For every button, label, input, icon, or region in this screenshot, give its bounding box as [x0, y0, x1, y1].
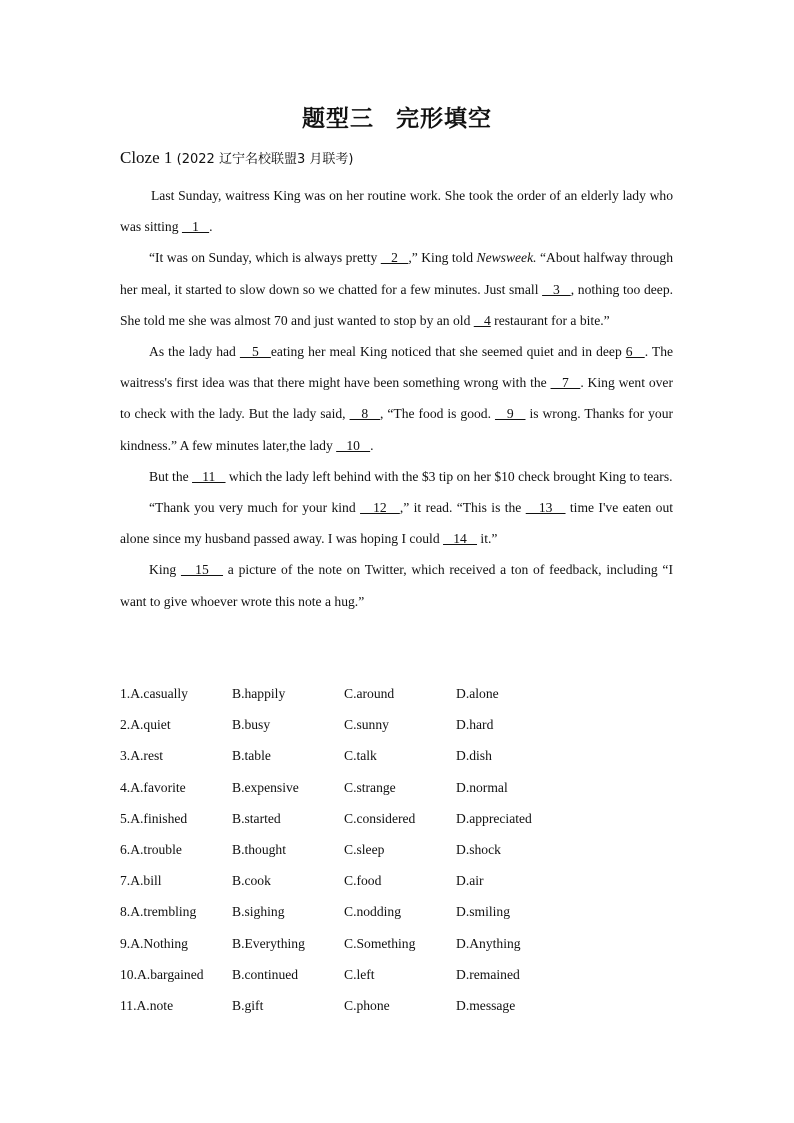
blank-1: 1	[181, 219, 210, 235]
page-title	[0, 100, 794, 133]
blank-10: 10	[336, 437, 371, 453]
option-11-c: C.phone	[344, 997, 390, 1013]
option-8-a: 8.A.trembling	[120, 904, 197, 920]
option-5-b: B.started	[232, 810, 281, 826]
blank-2: 2	[380, 250, 409, 266]
option-1-b: B.happily	[232, 686, 286, 701]
option-6-a: 6.A.trouble	[120, 841, 182, 857]
option-6-b: B.thought	[232, 841, 287, 857]
option-8-d: D.smiling	[456, 904, 511, 920]
option-7-d: D.air	[456, 873, 484, 889]
option-9-d: D.Anything	[456, 935, 521, 951]
title-part-2: 完形填空	[396, 106, 492, 132]
cloze-source: (2022 辽宁名校联盟3 月联考)	[176, 152, 354, 167]
blank-12: 12	[360, 500, 400, 516]
option-2-c: C.sunny	[344, 717, 389, 733]
blank-7: 7	[550, 375, 581, 391]
answer-options	[120, 683, 680, 1026]
option-11-d: D.message	[456, 997, 516, 1013]
paragraph-2: “It was on Sunday, which is always pretty 2 ,” King told Newsweek. “About halfway through her meal, it started to slow down so we chatted for a few minutes. Just small 3 , nothing too deep. She told me she was almost 70 and just wanted to stop by an old 4 restaurant for a bite.”	[120, 250, 674, 328]
cloze-passage	[120, 180, 673, 617]
blank-3: 3	[542, 281, 571, 297]
option-1-d: D.alone	[456, 686, 499, 701]
option-9-a: 9.A.Nothing	[120, 935, 188, 951]
cloze-label: Cloze 1	[120, 148, 173, 167]
option-row-7	[120, 870, 680, 901]
option-2-d: D.hard	[456, 717, 494, 733]
option-10-c: C.left	[344, 966, 375, 982]
option-5-a: 5.A.finished	[120, 810, 188, 826]
option-5-c: C.considered	[344, 810, 416, 826]
paragraph-3: As the lady had 5 eating her meal King noticed that she seemed quiet and in deep 6 . The waitress's first idea was that there might have been something wrong with the 7 . King went over to check with the lady. But the lady said, 8 , “The food is good. 9 is wrong. Thanks for your kindness.” A few minutes later,the lady 10 .	[120, 344, 674, 453]
blank-14: 14	[443, 531, 478, 547]
option-row-8	[120, 901, 680, 932]
option-9-c: C.Something	[344, 935, 416, 951]
option-9-b: B.Everything	[232, 935, 305, 951]
paragraph-1: Last Sunday, waitress King was on her routine work. She took the order of an elderly lady who was sitting 1 .	[120, 188, 673, 235]
option-10-a: 10.A.bargained	[120, 966, 204, 982]
paragraph-5: “Thank you very much for your kind 12 ,” it read. “This is the 13 time I've eaten out alone since my husband passed away. I was hoping I could 14 it.”	[120, 500, 674, 547]
option-row-2	[120, 714, 680, 745]
cloze-heading	[120, 148, 353, 168]
paragraph-4: But the 11 which the lady left behind with the $3 tip on her $10 check brought King to tears.	[149, 468, 673, 484]
option-3-b: B.table	[232, 748, 271, 764]
option-row-1	[120, 683, 680, 714]
blank-8: 8	[349, 406, 381, 422]
option-row-5	[120, 808, 680, 839]
option-8-b: B.sighing	[232, 904, 285, 920]
option-row-11	[120, 995, 680, 1026]
option-row-4	[120, 777, 680, 808]
blank-5: 5	[239, 344, 271, 360]
paragraph-6: King 15 a picture of the note on Twitter, which received a ton of feedback, including “I want to give whoever wrote this note a hug.”	[120, 562, 673, 609]
blank-9: 9	[494, 406, 526, 422]
option-2-a: 2.A.quiet	[120, 717, 171, 733]
option-7-a: 7.A.bill	[120, 873, 162, 889]
option-6-d: D.shock	[456, 841, 501, 857]
title-part-1: 题型三	[302, 106, 374, 132]
option-4-c: C.strange	[344, 779, 396, 795]
option-3-d: D.dish	[456, 748, 492, 764]
option-7-b: B.cook	[232, 873, 271, 889]
blank-11: 11	[192, 468, 226, 484]
option-8-c: C.nodding	[344, 904, 402, 920]
option-row-10	[120, 964, 680, 995]
option-1-c: C.around	[344, 686, 395, 701]
option-6-c: C.sleep	[344, 841, 385, 857]
option-row-6	[120, 839, 680, 870]
option-11-b: B.gift	[232, 997, 264, 1013]
publication-name: Newsweek.	[476, 250, 537, 266]
option-10-d: D.remained	[456, 966, 520, 982]
option-3-a: 3.A.rest	[120, 748, 164, 764]
option-7-c: C.food	[344, 873, 382, 889]
blank-13: 13	[525, 500, 566, 516]
option-4-b: B.expensive	[232, 779, 299, 795]
option-2-b: B.busy	[232, 717, 271, 733]
option-1-a: 1.A.casually	[120, 686, 188, 701]
blank-15: 15	[180, 562, 224, 578]
option-3-c: C.talk	[344, 748, 377, 764]
option-row-3	[120, 745, 680, 776]
option-10-b: B.continued	[232, 966, 299, 982]
option-row-9	[120, 933, 680, 964]
option-11-a: 11.A.note	[120, 997, 174, 1013]
blank-4: 4	[473, 312, 491, 328]
option-4-d: D.normal	[456, 779, 508, 795]
blank-6: 6	[625, 344, 645, 360]
option-5-d: D.appreciated	[456, 810, 532, 826]
option-4-a: 4.A.favorite	[120, 779, 186, 795]
